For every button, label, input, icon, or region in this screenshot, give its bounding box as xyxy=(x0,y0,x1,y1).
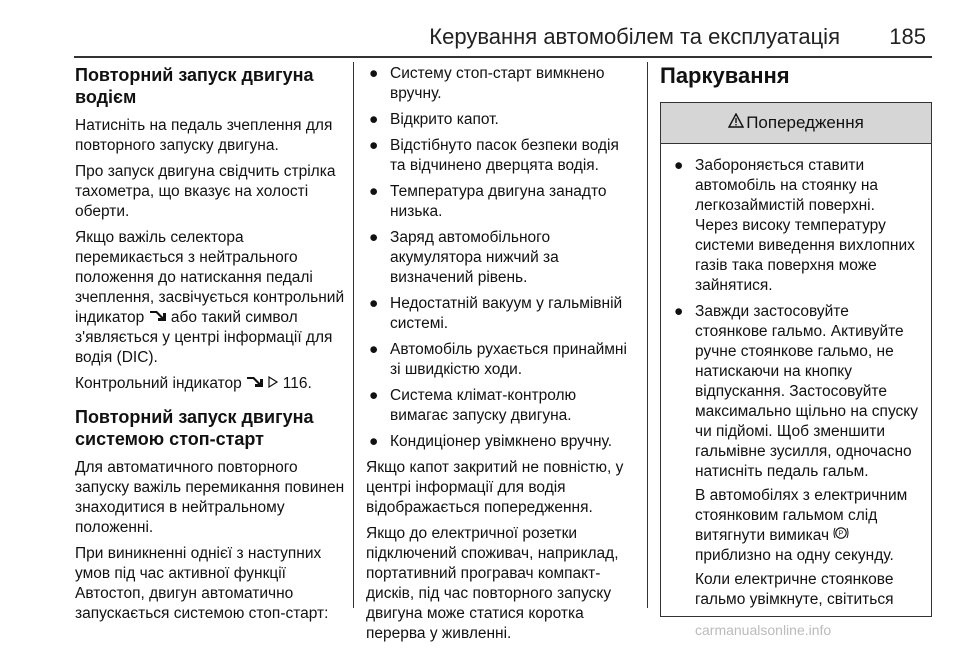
page-reference-icon[interactable] xyxy=(268,374,278,394)
list-item: ● Відкрито капот. xyxy=(369,111,499,128)
auto-stop-arrow-icon xyxy=(149,308,167,328)
section-heading-stop-start-restart: Повторний запуск двигуна системою стоп-старт xyxy=(75,407,314,450)
list-item: ● Автомобіль рухається принаймні зі швидкістю ходи. xyxy=(369,341,627,378)
column-divider-1 xyxy=(353,62,354,608)
warning-body xyxy=(661,144,931,610)
column-3 xyxy=(660,64,932,617)
auto-stop-arrow-icon xyxy=(246,374,264,394)
list-item: ● Кондиціонер увімкнено вручну. xyxy=(369,433,613,450)
paragraph-indicator: Якщо важіль селектора перемикається з нейтрального положення до натискання педалі зчеплення, засвічується контрольний індикатор або такий символ з'являється у центрі інформації для водія (DIC). xyxy=(75,229,345,367)
header-rule xyxy=(74,56,932,58)
list-item: ● Система клімат-контролю вимагає запуску двигуна. xyxy=(369,387,577,424)
list-item: ● Завжди застосовуйте стоянкове гальмо. Активуйте ручне стоянкове гальмо, не натискаючи на кнопку відпускання. Застосовуйте максимально щільно на спуску чи підйомі. Щоб зменшити гальмівне зусилля, одночасно натисніть педаль гальм. В автомобілях з електричним стоянковим гальмом слід витягнути вимикач P приблизно на одну секунду. Коли електричне стоянкове гальмо увімкнуте, світиться xyxy=(674,303,918,609)
column-2 xyxy=(366,64,636,650)
column-divider-2 xyxy=(647,62,648,608)
paragraph: Якщо до електричної розетки підключений споживач, наприклад, портативний програвач компакт-дисків, під час повторного запуску двигуна може статися коротка перерва у живленні. xyxy=(366,525,619,642)
paragraph: Про запуск двигуна свідчить стрілка тахометра, що вказує на холості оберти. xyxy=(75,163,336,220)
warning-header xyxy=(661,103,931,144)
page-title: Керування автомобілем та експлуатація xyxy=(429,24,840,49)
paragraph: Натисніть на педаль зчеплення для повторного запуску двигуна. xyxy=(75,117,333,154)
list-item: ● Недостатній вакуум у гальмівній системі. xyxy=(369,295,623,332)
warning-box xyxy=(660,102,932,617)
warning-title: Попередження xyxy=(746,113,864,132)
parking-brake-p-icon xyxy=(833,526,849,546)
warning-triangle-icon xyxy=(728,113,744,134)
watermark: carmanualsonline.info xyxy=(695,622,832,638)
paragraph: Для автоматичного повторного запуску важіль перемикання повинен знаходитися в нейтральному положенні. xyxy=(75,459,345,537)
list-item: ● Відстібнуто пасок безпеки водія та відчинено дверцята водія. xyxy=(369,137,619,174)
paragraph: Якщо капот закритий не повністю, у центрі інформації для водія відображається попередження. xyxy=(366,459,624,516)
list-item: ● Температура двигуна занадто низька. xyxy=(369,183,607,220)
page-reference-link[interactable]: 116. xyxy=(282,375,312,393)
paragraph-reference: Контрольний індикатор 116. xyxy=(75,375,312,393)
restart-conditions-list xyxy=(366,64,636,452)
column-1 xyxy=(75,64,345,630)
paragraph: При виникненні однієї з наступних умов під час активної функції Автостоп, двигун автоматично запускається системою стоп-старт: xyxy=(75,545,329,623)
svg-text:P: P xyxy=(839,530,844,538)
list-item: ● Заряд автомобільного акумулятора нижчий за визначений рівень. xyxy=(369,229,559,286)
section-heading-driver-restart: Повторний запуск двигуна водієм xyxy=(75,65,314,107)
section-heading-parking: Паркування xyxy=(660,63,790,88)
list-item: ● Забороняється ставити автомобіль на стоянку на легкозаймистій поверхні. Через високу температуру системи виведення вихлопних газів така поверхня може зайнятися. xyxy=(674,157,915,294)
page-number: 185 xyxy=(889,24,926,49)
list-item: ● Систему стоп-старт вимкнено вручну. xyxy=(369,65,605,102)
page-header xyxy=(0,0,960,58)
